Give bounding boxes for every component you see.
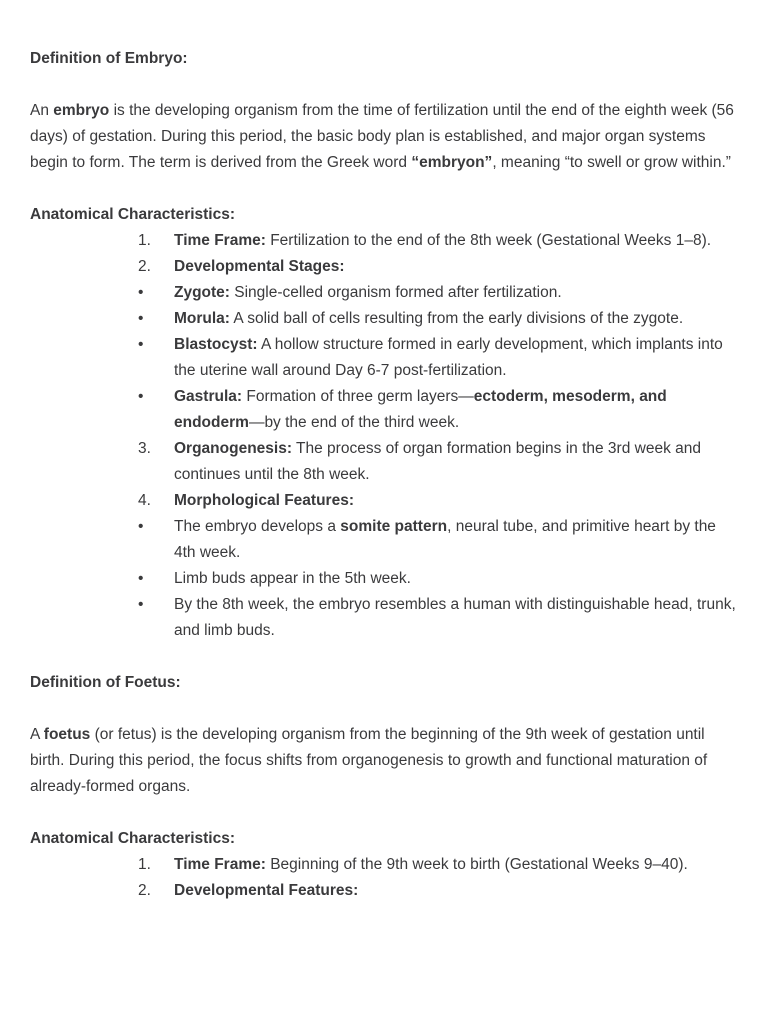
embryo-intro-text-3: , meaning “to swell or grow within.” [492,154,731,171]
bullet-marker: • [138,570,144,587]
list-item-text: A hollow structure formed in early development, which implants into the uterine wall around Day 6-7 post-fertilization. [174,336,723,379]
list-item-8th-week [122,592,738,644]
list-item-text: Fertilization to the end of the 8th week (Gestational Weeks 1–8). [265,232,712,249]
foetus-intro-text-1: A [30,726,44,743]
embryo-term: embryo [53,102,110,119]
embryo-intro-text-1: An [30,102,54,119]
list-item-morphological-features [122,488,738,514]
foetus-term: foetus [43,726,91,743]
list-item-label: Time Frame: [174,232,266,249]
bullet-marker: • [138,310,144,327]
embryo-intro-text-2: is the developing organism from the time of fertilization until the end of the eighth week (56 days) of gestation. During this period, the basic body plan is established, and major organ systems begin to form. The term is derived from the Greek word [30,102,734,171]
list-item-foetus-time-frame [122,852,738,878]
list-item-gastrula [122,384,738,436]
embryo-characteristics-list [30,228,738,644]
list-marker: 2. [138,258,151,275]
list-item-text: , neural tube, and primitive heart by the 4th week. [174,518,716,561]
list-item-label: Zygote: [174,284,230,301]
list-item-developmental-stages [122,254,738,280]
list-item-label: Developmental Stages: [174,258,345,275]
list-item-label: Organogenesis: [174,440,292,457]
list-item-label: Time Frame: [174,856,266,873]
somite-pattern-text: somite pattern [340,518,448,535]
embryon-term: “embryon” [411,154,493,171]
embryo-definition-paragraph [30,98,738,176]
list-item-text: —by the end of the third week. [248,414,460,431]
list-marker: 1. [138,232,151,249]
bullet-marker: • [138,596,144,613]
list-item-text: The embryo develops a [174,518,341,535]
list-item-text: The process of organ formation begins in the 3rd week and continues until the 8th week. [174,440,701,483]
germ-layers-text: ectoderm, mesoderm, and endoderm [174,388,667,431]
list-item-label: Gastrula: [174,388,243,405]
list-item-label: Morula: [174,310,230,327]
list-item-developmental-features [122,878,738,904]
foetus-definition-paragraph [30,722,738,800]
bullet-marker: • [138,518,144,535]
list-item-label: Blastocyst: [174,336,258,353]
list-marker: 1. [138,856,151,873]
list-item-text: Limb buds appear in the 5th week. [174,570,411,587]
list-item-text: A solid ball of cells resulting from the early divisions of the zygote. [229,310,684,327]
embryo-definition-heading: Definition of Embryo: [30,50,188,67]
foetus-characteristics-list [30,852,738,904]
list-item-blastocyst [122,332,738,384]
list-item-label: Morphological Features: [174,492,354,509]
bullet-marker: • [138,336,144,353]
foetus-definition-heading: Definition of Foetus: [30,674,181,691]
list-item-text: Beginning of the 9th week to birth (Gestational Weeks 9–40). [265,856,688,873]
list-item-text: By the 8th week, the embryo resembles a human with distinguishable head, trunk, and limb buds. [174,596,736,639]
list-item-text: Single-celled organism formed after fertilization. [229,284,562,301]
bullet-marker: • [138,388,144,405]
list-item-zygote [122,280,738,306]
list-item-label: Developmental Features: [174,882,359,899]
bullet-marker: • [138,284,144,301]
foetus-anatomical-heading: Anatomical Characteristics: [30,830,236,847]
embryo-anatomical-heading: Anatomical Characteristics: [30,206,236,223]
list-item-organogenesis [122,436,738,488]
list-item-morula [122,306,738,332]
list-item-time-frame [122,228,738,254]
list-item-text: Formation of three germ layers— [242,388,474,405]
list-item-somite [122,514,738,566]
list-marker: 3. [138,440,151,457]
list-marker: 2. [138,882,151,899]
list-item-limb-buds [122,566,738,592]
list-marker: 4. [138,492,151,509]
foetus-intro-text-2: (or fetus) is the developing organism from the beginning of the 9th week of gestation until birth. During this period, the focus shifts from organogenesis to growth and functional maturation of already-formed organs. [30,726,708,795]
